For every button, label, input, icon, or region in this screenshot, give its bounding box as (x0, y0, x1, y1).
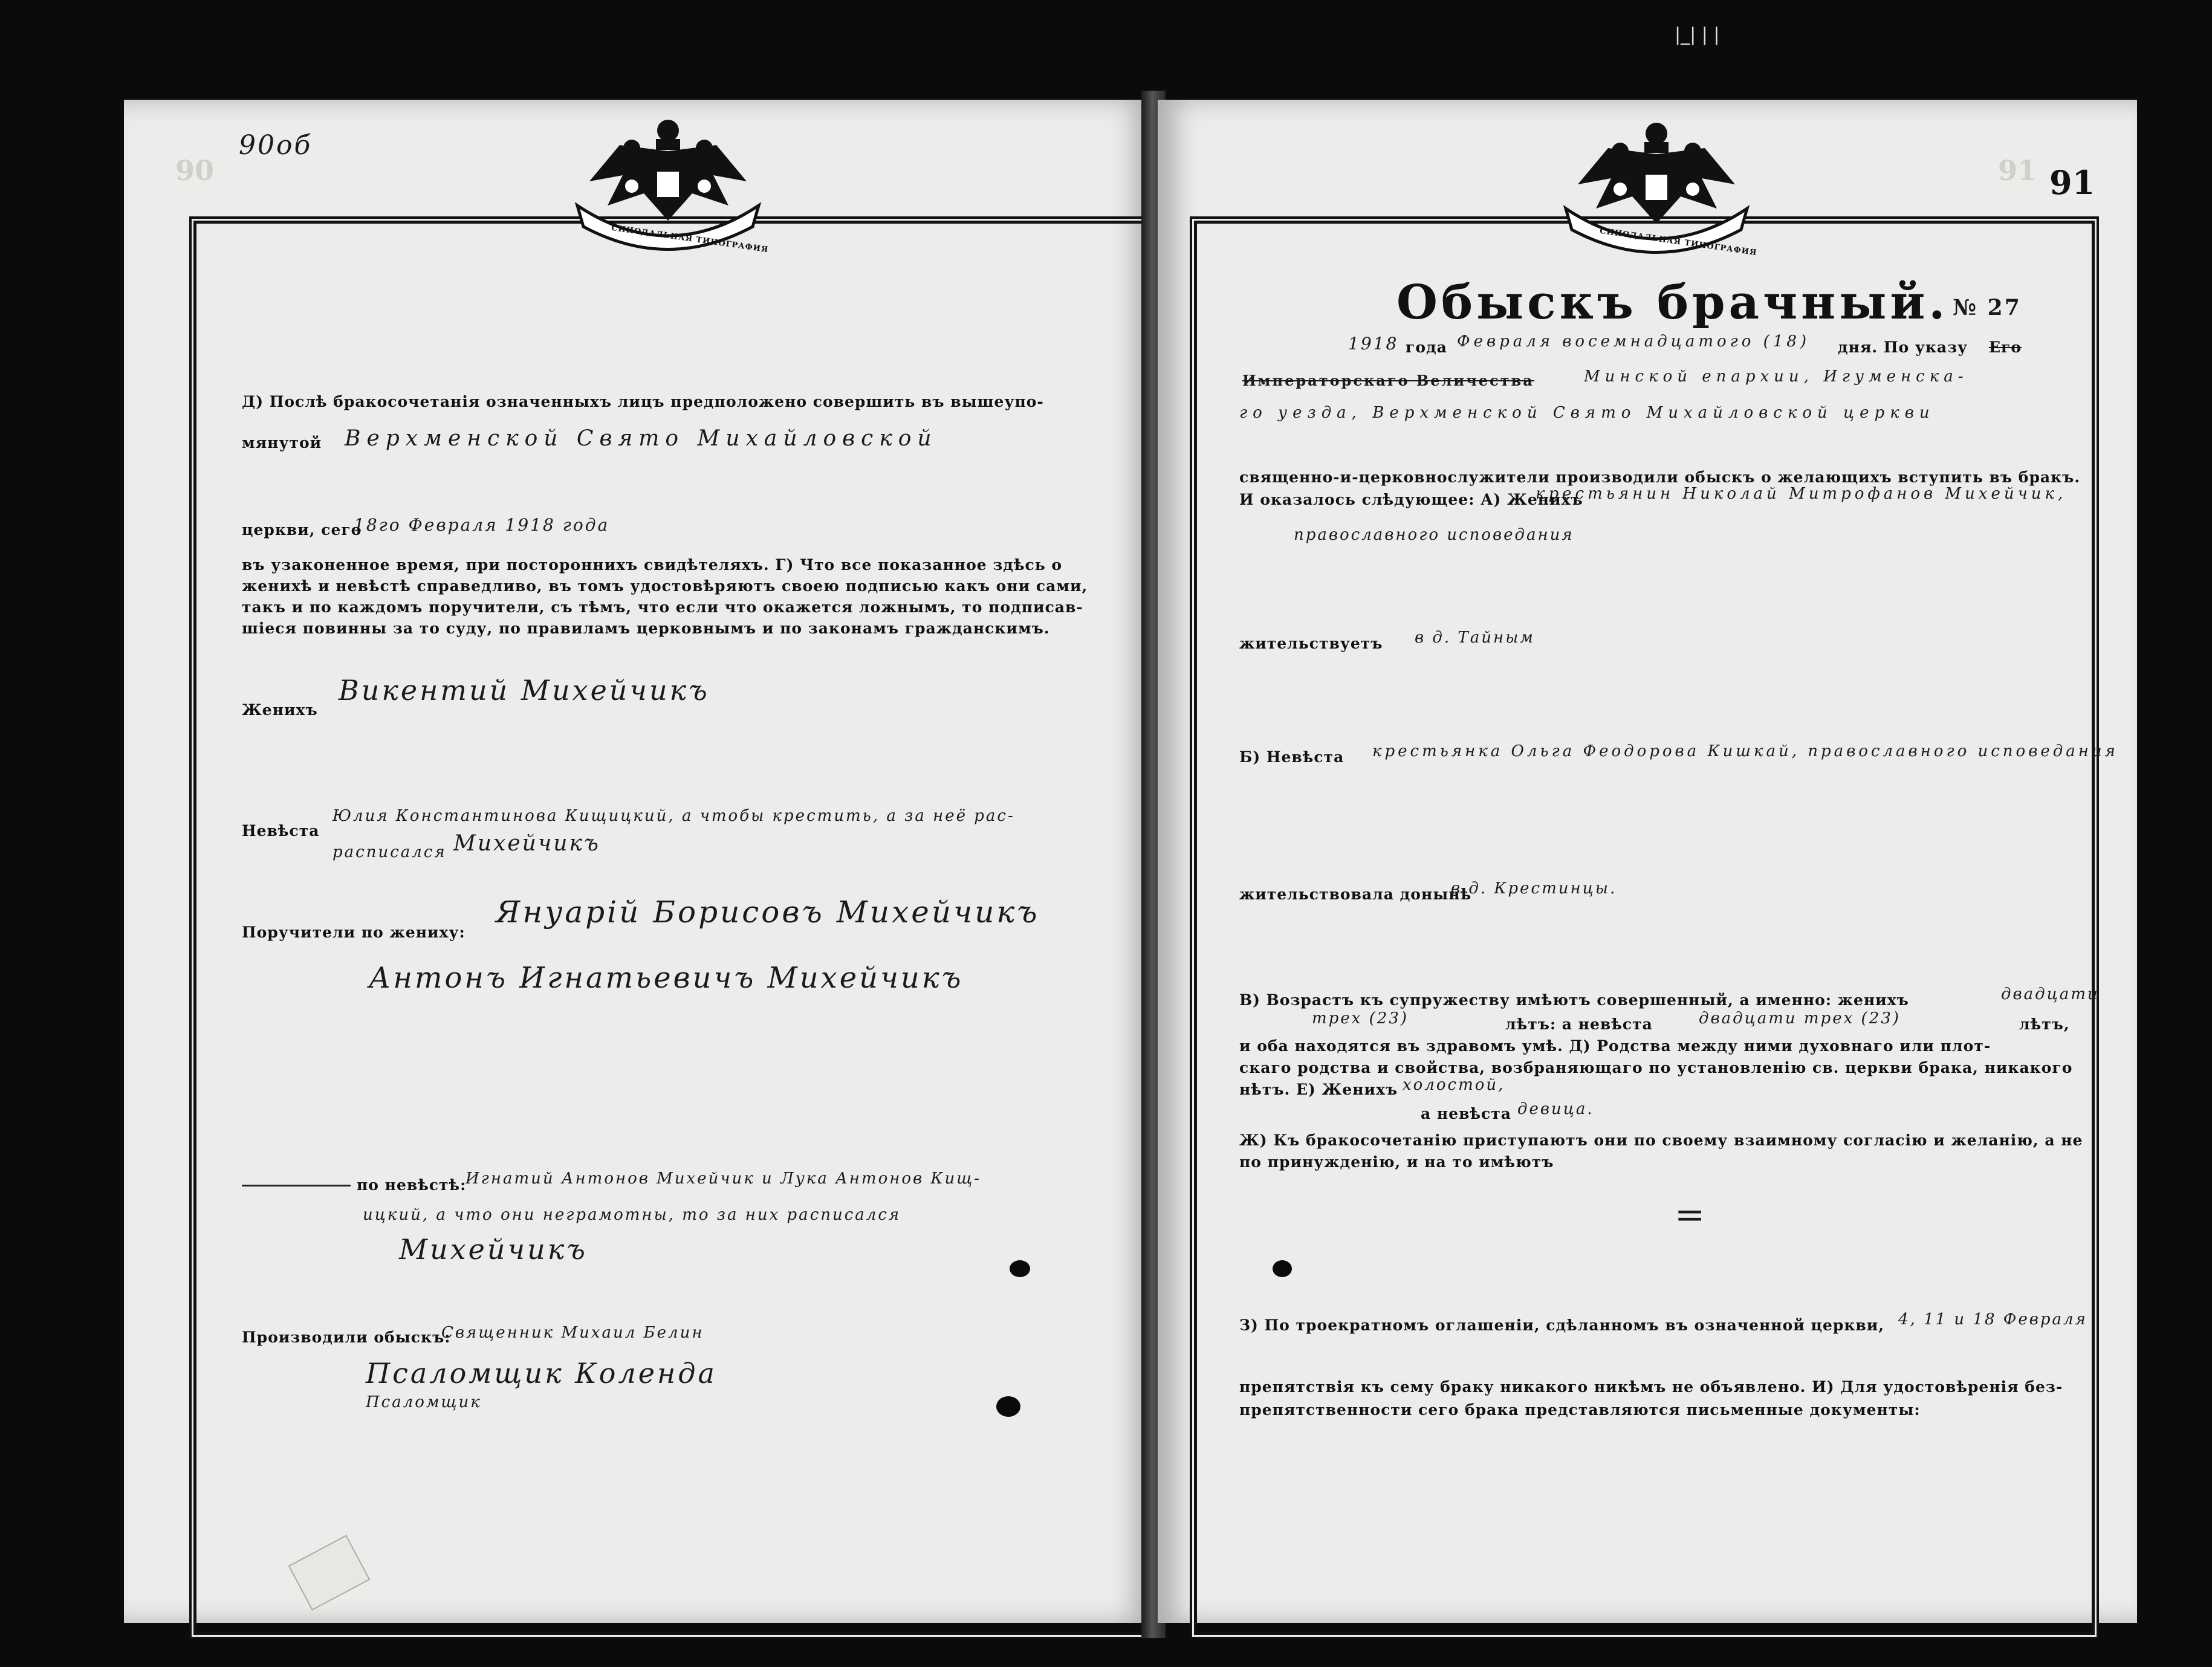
left-tserkvi: церкви, сего (242, 521, 362, 539)
left-poruch-nevesta-label: по невѣстѣ: (357, 1176, 467, 1194)
left-ink-blot-1 (1010, 1260, 1030, 1277)
left-proizvodili-signature-2: Псаломщик Коленда (366, 1357, 717, 1390)
left-proizvodili-signature-1: Священник Михаил Белин (441, 1324, 704, 1342)
right-zhit-label: жительствуетъ (1239, 635, 1383, 652)
right-nevesta-label: Б) Невѣста (1239, 748, 1344, 766)
right-zh-line-2: по принужденію, и на то имѣютъ (1239, 1153, 1554, 1171)
right-zh-line-1: Ж) Къ бракосочетанію приступаютъ они по своему взаимному согласію и желанію, а не (1239, 1131, 2083, 1149)
right-emblem-ribbon: СИНОДАЛЬНАЯ ТИПОГРАФИЯ (1599, 226, 1758, 258)
left-nevesta-signature-2: расписался (332, 843, 447, 861)
right-eparchy-handwritten: Минской епархии, Игуменска- (1584, 367, 1968, 386)
right-title: Обыскъ брачный. (1396, 275, 1949, 330)
left-proizvodili-signature-3: Псаломщик (366, 1393, 482, 1411)
right-z-hw-1: 4, 11 и 18 Февраля (1898, 1310, 2087, 1329)
right-v-line-3: и оба находятся въ здравомъ умѣ. Д) Родства между ними духовнаго или плот- (1239, 1037, 1991, 1055)
left-d-line-2: мянутой (242, 434, 322, 452)
right-line-svyashchenno: священно-и-церковнослужители производили обыскъ о желающихъ вступить въ бракъ. (1239, 468, 2081, 486)
left-legal-2: женихѣ и невѣстѣ справедливо, въ томъ удостовѣряютъ своею подписью какъ они сами, (242, 577, 1088, 595)
right-z-line-1: З) По троекратномъ оглашеніи, сдѣланномъ въ означенной церкви, (1239, 1316, 1885, 1334)
left-poruch-zhenikh-label: Поручители по жениху: (242, 924, 465, 941)
right-zh-dash: = (1675, 1194, 1707, 1236)
right-ispovedanie-handwritten: православного исповедания (1294, 526, 1574, 544)
left-nevesta-signature-3: Михейчикъ (453, 831, 600, 856)
right-ink-blot (1273, 1260, 1292, 1277)
right-nevesta-handwritten: крестьянка Ольга Феодорова Кишкай, православного исповедания (1372, 742, 2118, 760)
right-dnya: дня. По указу (1838, 338, 1968, 356)
right-v-line-5: нѣтъ. Е) Женихъ (1239, 1081, 1398, 1098)
right-v-line-4: скаго родства и свойства, возбраняющаго по установленію св. церкви брака, никакого (1239, 1059, 2073, 1076)
left-date-handwritten: 18го Февраля 1918 года (354, 515, 610, 535)
right-v-line-1: В) Возрастъ къ супружеству имѣютъ совершенный, а именно: женихъ (1239, 991, 1909, 1009)
right-v-hw-2: трех (23) (1312, 1009, 1409, 1028)
top-edge-marks: |_| | | (1675, 24, 1720, 45)
left-faint-folio: 90 (175, 154, 215, 187)
right-folio-number: 91 (2049, 163, 2095, 202)
left-emblem-ribbon: СИНОДАЛЬНАЯ ТИПОГРАФИЯ (611, 223, 770, 255)
left-poruch-nevesta-signature-3: Михейчикъ (399, 1233, 588, 1266)
right-zhit2-label: жительствовала донынѣ (1239, 885, 1472, 903)
right-page-border (1194, 221, 2095, 1635)
left-legal-4: шіеся повинны за то суду, по правиламъ церковнымъ и по законамъ гражданскимъ. (242, 620, 1050, 637)
right-faint-folio: 91 (1998, 154, 2037, 187)
left-zhenikh-label: Женихъ (242, 701, 318, 719)
right-uezd-handwritten: го уезда, Верхменской Свято Михайловской церкви (1239, 404, 1935, 422)
right-ego-struck: Его (1989, 338, 2022, 356)
left-nevesta-signature-1: Юлия Константинова Кищицкий, а чтобы крестить, а за неё рас- (332, 807, 1015, 825)
left-poruch-zhenikh-signature-1: Януарій Борисовъ Михейчикъ (496, 895, 1040, 930)
left-ink-blot-2 (996, 1396, 1020, 1417)
left-proizvodili-label: Производили обыскъ: (242, 1329, 451, 1346)
right-v-hw-6: девица. (1517, 1100, 1594, 1118)
right-year-handwritten: 1918 (1348, 334, 1399, 354)
left-blank-line (242, 1185, 351, 1186)
right-v-mid: лѣтъ: а невѣста (1505, 1015, 1653, 1033)
right-struck-imperatorskago: Императорскаго Величества (1242, 372, 1534, 389)
right-zhit2-handwritten: в д. Крестинцы. (1451, 879, 1617, 898)
right-v-hw-3: двадцати трех (23) (1699, 1009, 1901, 1028)
left-legal-3: такъ и по каждомъ поручители, съ тѣмъ, что если что окажется ложнымъ, то подписав- (242, 598, 1083, 616)
right-v-hw-1: двадцати (2001, 985, 2100, 1003)
right-date-handwritten: Февраля восемнадцатого (18) (1457, 332, 1811, 351)
right-z-line-3: препятственности сего брака представляются письменные документы: (1239, 1401, 1921, 1419)
right-zhenikh-handwritten: крестьянин Николай Митрофанов Михейчик, (1536, 485, 2067, 503)
right-v-hw-5: холостой, (1403, 1076, 1505, 1094)
right-line-okazalos: И оказалось слѣдующее: А) Женихъ (1239, 491, 1583, 508)
left-poruch-nevesta-signature-1: Игнатий Антонов Михейчик и Лука Антонов Кищ- (465, 1170, 982, 1188)
right-v-end: лѣтъ, (2019, 1015, 2070, 1033)
left-folio-number: 90об (239, 130, 313, 161)
left-d-line-1: Д) Послѣ бракосочетанія означенныхъ лицъ предположено совершить въ вышеупо- (242, 393, 1044, 410)
left-zhenikh-signature: Викентий Михейчикъ (339, 674, 710, 707)
right-zhit-handwritten: в д. Тайным (1415, 629, 1535, 647)
left-nevesta-label: Невѣста (242, 822, 320, 840)
right-goda: года (1406, 338, 1447, 356)
right-record-number: № 27 (1953, 295, 2022, 320)
left-legal-1: въ узаконенное время, при постороннихъ свидѣтеляхъ. Г) Что все показанное здѣсь о (242, 556, 1063, 574)
left-poruch-zhenikh-signature-2: Антонъ Игнатьевичъ Михейчикъ (369, 961, 964, 995)
left-poruch-nevesta-signature-2: ицкий, а что они неграмотны, то за них расписался (363, 1206, 901, 1224)
left-church-handwritten: Верхменской Свято Михайловской (345, 426, 938, 451)
right-z-line-2: препятствія къ сему браку никакого никѣмъ не объявлено. И) Для удостовѣренія без- (1239, 1378, 2063, 1396)
right-v-line-6: а невѣста (1421, 1105, 1511, 1122)
